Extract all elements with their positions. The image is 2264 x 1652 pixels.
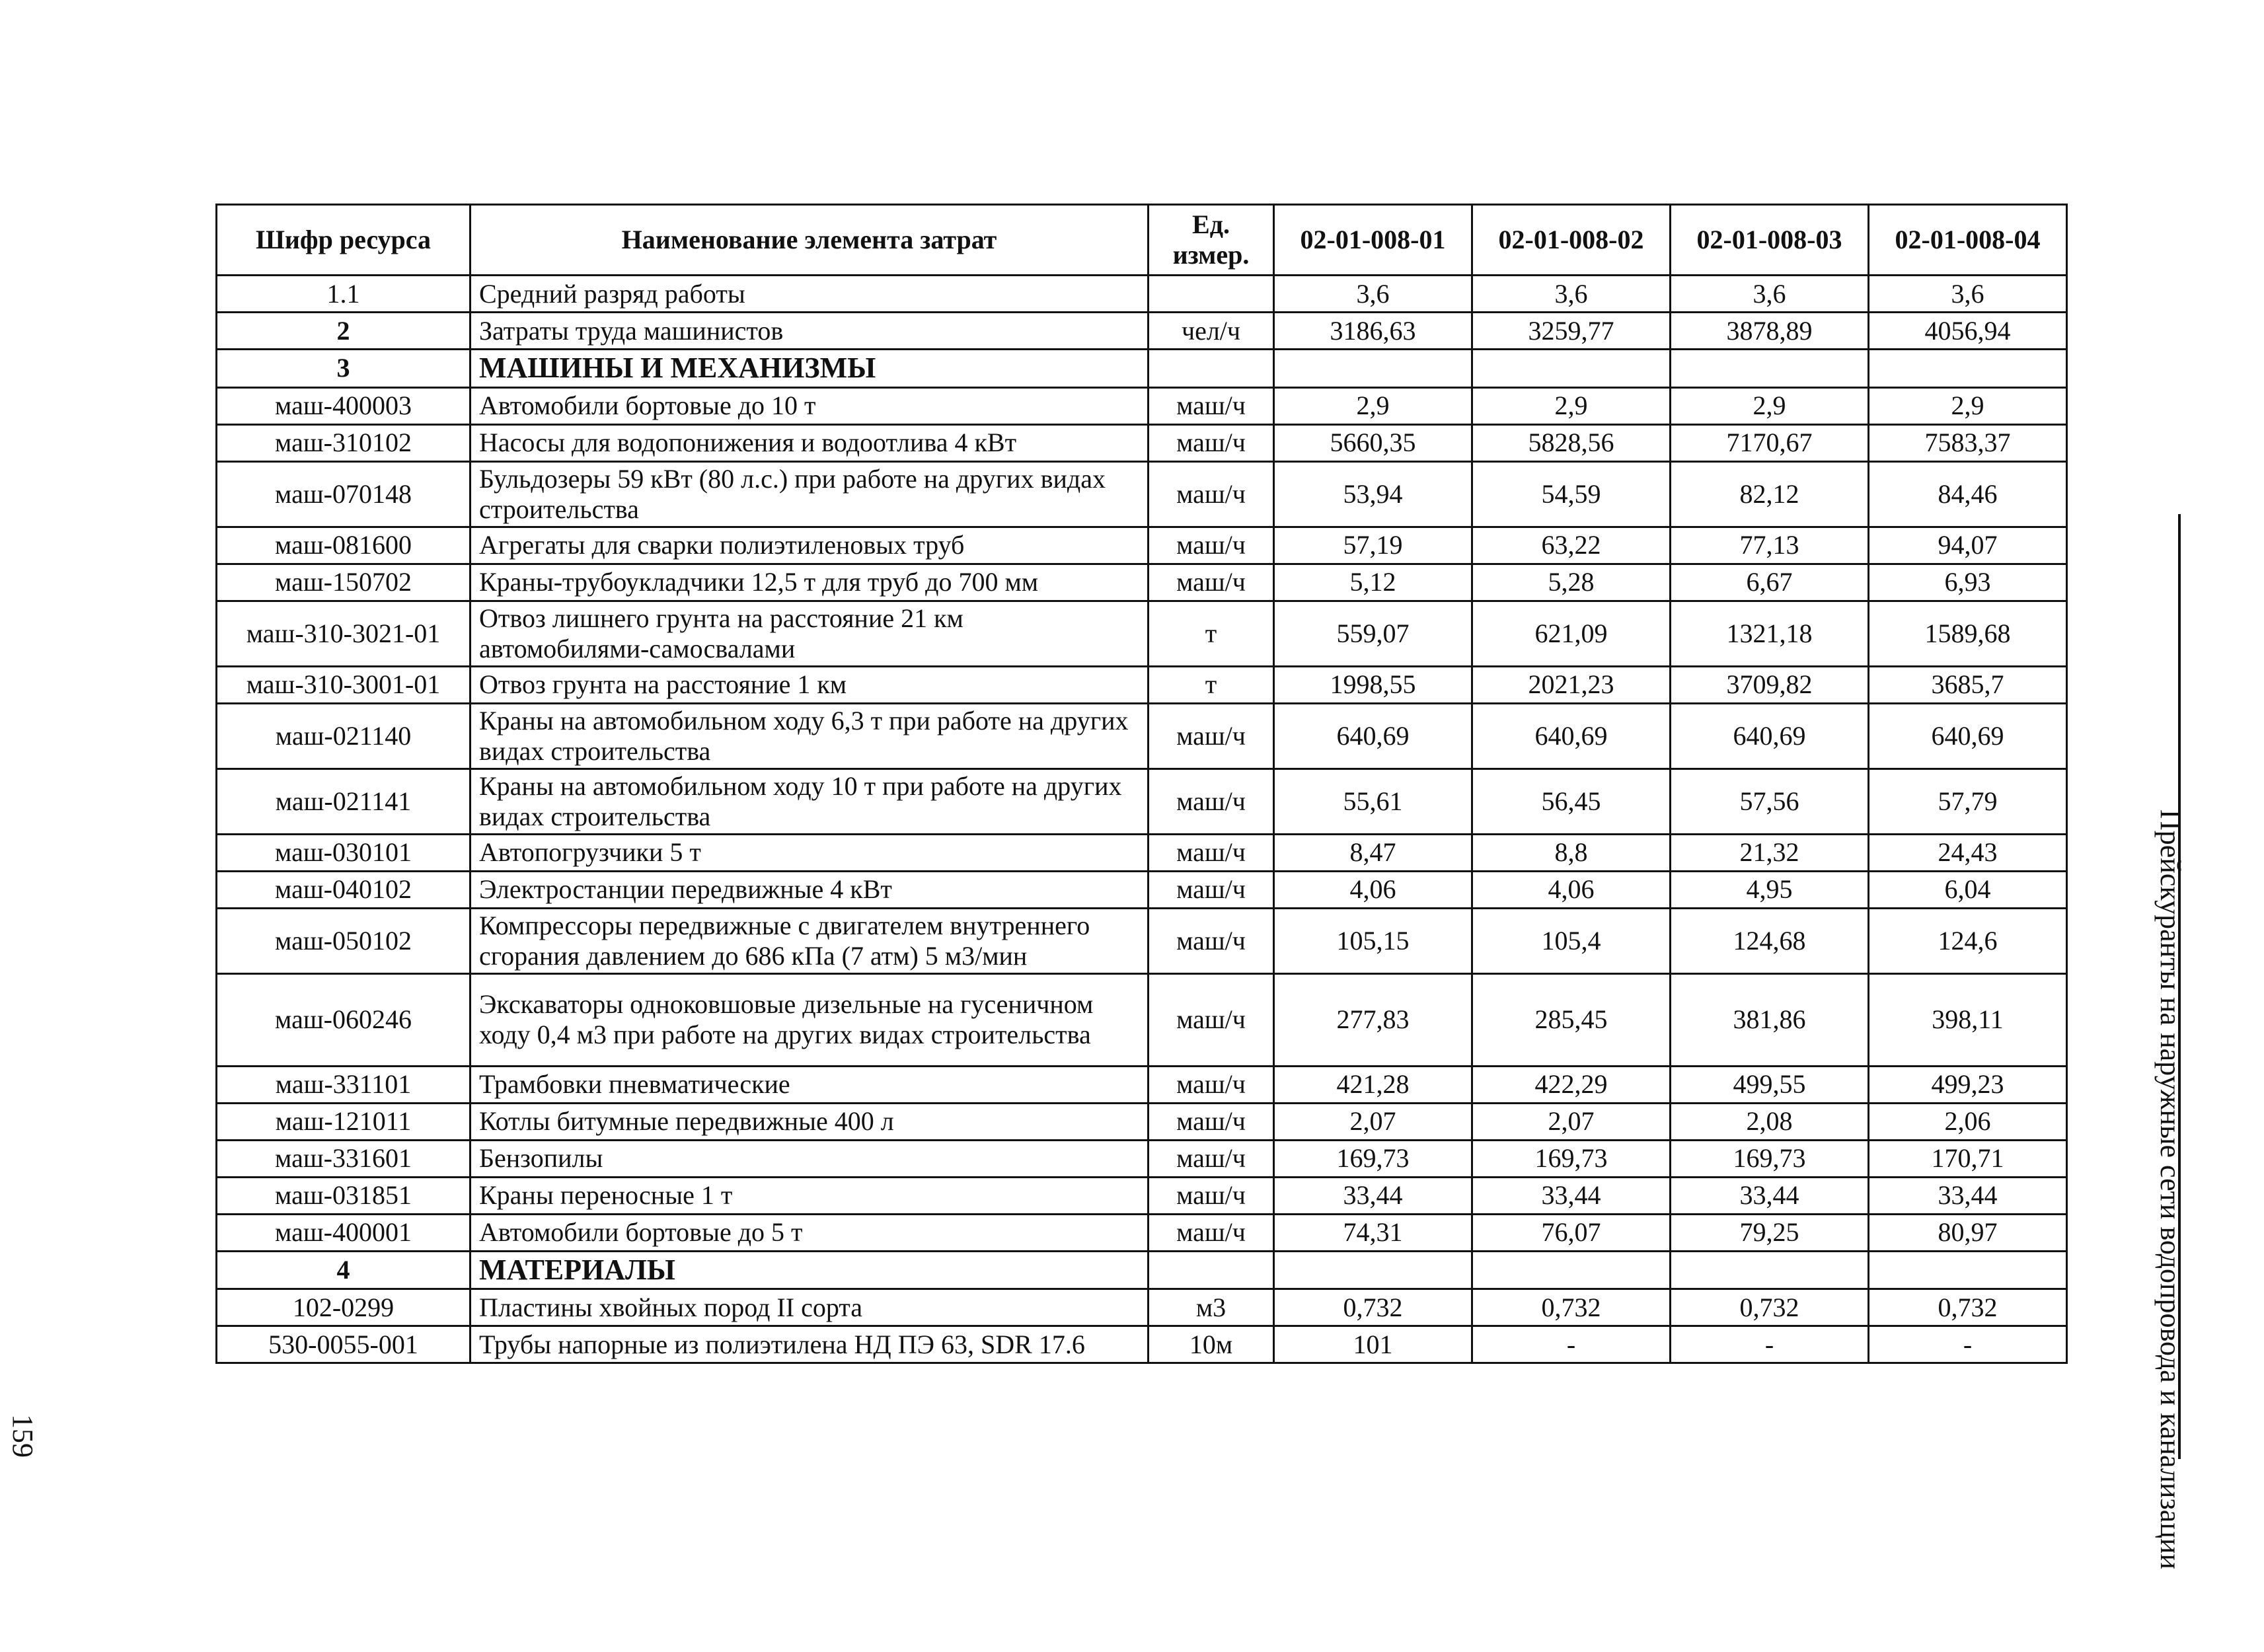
cost-element-name-cell: Агрегаты для сварки полиэтиленовых труб — [471, 527, 1149, 564]
value-cell: 4,06 — [1274, 871, 1472, 908]
value-cell: 24,43 — [1869, 834, 2067, 871]
cost-element-name-cell: Пластины хвойных пород II сорта — [471, 1289, 1149, 1326]
value-cell: 2,9 — [1472, 387, 1671, 424]
value-cell: 53,94 — [1274, 461, 1472, 527]
unit-cell: маш/ч — [1149, 1103, 1274, 1140]
value-cell: 621,09 — [1472, 601, 1671, 666]
cost-element-name-cell: Трубы напорные из полиэтилена НД ПЭ 63, SDR 17.6 — [471, 1326, 1149, 1363]
value-cell: 0,732 — [1869, 1289, 2067, 1326]
cost-element-name-cell: Автопогрузчики 5 т — [471, 834, 1149, 871]
table-row — [217, 908, 2067, 973]
value-cell: 77,13 — [1671, 527, 1869, 564]
value-cell: 499,23 — [1869, 1066, 2067, 1103]
resource-code-cell: маш-040102 — [217, 871, 471, 908]
value-cell: 6,93 — [1869, 564, 2067, 601]
value-cell: 285,45 — [1472, 973, 1671, 1066]
value-cell: - — [1671, 1326, 1869, 1363]
cost-table — [215, 204, 2068, 1364]
value-cell: 33,44 — [1869, 1177, 2067, 1214]
value-cell — [1671, 1251, 1869, 1289]
value-cell: 57,19 — [1274, 527, 1472, 564]
value-cell: 398,11 — [1869, 973, 2067, 1066]
page-number: 159 — [7, 1414, 39, 1458]
resource-code-cell: маш-310-3021-01 — [217, 601, 471, 666]
resource-code-cell: маш-030101 — [217, 834, 471, 871]
resource-code-cell: маш-021141 — [217, 769, 471, 834]
value-cell: 2,08 — [1671, 1103, 1869, 1140]
cost-element-name-cell: Краны-трубоукладчики 12,5 т для труб до 700 мм — [471, 564, 1149, 601]
value-cell: 57,79 — [1869, 769, 2067, 834]
cost-element-name-cell: Краны переносные 1 т — [471, 1177, 1149, 1214]
table-row — [217, 1103, 2067, 1140]
value-cell: 2,9 — [1671, 387, 1869, 424]
unit-cell: маш/ч — [1149, 1214, 1274, 1251]
table-row — [217, 461, 2067, 527]
resource-code-cell: маш-060246 — [217, 973, 471, 1066]
unit-cell: м3 — [1149, 1289, 1274, 1326]
value-cell — [1671, 350, 1869, 388]
value-cell: 7170,67 — [1671, 424, 1869, 461]
value-cell: 3,6 — [1671, 276, 1869, 313]
table-row — [217, 1177, 2067, 1214]
value-cell: 7583,37 — [1869, 424, 2067, 461]
resource-code-cell: маш-050102 — [217, 908, 471, 973]
value-cell: 6,04 — [1869, 871, 2067, 908]
unit-cell: маш/ч — [1149, 527, 1274, 564]
value-cell: 80,97 — [1869, 1214, 2067, 1251]
value-cell: 101 — [1274, 1326, 1472, 1363]
value-cell — [1472, 350, 1671, 388]
unit-cell: маш/ч — [1149, 769, 1274, 834]
resource-code-cell: маш-400003 — [217, 387, 471, 424]
value-cell: 33,44 — [1472, 1177, 1671, 1214]
value-cell: 79,25 — [1671, 1214, 1869, 1251]
value-cell: 5,28 — [1472, 564, 1671, 601]
cost-element-name-cell: Краны на автомобильном ходу 10 т при работе на других видах строительства — [471, 769, 1149, 834]
value-cell: 33,44 — [1671, 1177, 1869, 1214]
unit-cell: т — [1149, 666, 1274, 703]
table-row — [217, 424, 2067, 461]
value-cell: 105,4 — [1472, 908, 1671, 973]
table-row — [217, 564, 2067, 601]
cost-element-name-cell: Котлы битумные передвижные 400 л — [471, 1103, 1149, 1140]
value-cell: 3685,7 — [1869, 666, 2067, 703]
value-cell — [1274, 1251, 1472, 1289]
cost-element-name-cell: Краны на автомобильном ходу 6,3 т при работе на других видах строительства — [471, 703, 1149, 769]
cost-element-name-cell: Автомобили бортовые до 5 т — [471, 1214, 1149, 1251]
value-cell: 640,69 — [1274, 703, 1472, 769]
value-cell: 3,6 — [1274, 276, 1472, 313]
value-cell: 55,61 — [1274, 769, 1472, 834]
value-cell: 1589,68 — [1869, 601, 2067, 666]
cost-element-name-cell: Электростанции передвижные 4 кВт — [471, 871, 1149, 908]
table-row — [217, 703, 2067, 769]
value-cell: 8,47 — [1274, 834, 1472, 871]
header-unit: Ед. измер. — [1149, 205, 1274, 276]
resource-code-cell: маш-310102 — [217, 424, 471, 461]
value-cell: 170,71 — [1869, 1140, 2067, 1177]
table-row — [217, 527, 2067, 564]
table-row — [217, 1140, 2067, 1177]
resource-code-cell: 3 — [217, 350, 471, 388]
value-cell: 4,06 — [1472, 871, 1671, 908]
value-cell: 3709,82 — [1671, 666, 1869, 703]
value-cell: 5,12 — [1274, 564, 1472, 601]
value-cell: 94,07 — [1869, 527, 2067, 564]
value-cell: 74,31 — [1274, 1214, 1472, 1251]
value-cell: 6,67 — [1671, 564, 1869, 601]
unit-cell: маш/ч — [1149, 424, 1274, 461]
resource-code-cell: 530-0055-001 — [217, 1326, 471, 1363]
unit-cell: маш/ч — [1149, 387, 1274, 424]
cost-element-name-cell: Отвоз лишнего грунта на расстояние 21 км автомобилями-самосвалами — [471, 601, 1149, 666]
value-cell: 124,6 — [1869, 908, 2067, 973]
value-cell: 4,95 — [1671, 871, 1869, 908]
unit-cell: 10м — [1149, 1326, 1274, 1363]
unit-cell: маш/ч — [1149, 834, 1274, 871]
value-cell: 499,55 — [1671, 1066, 1869, 1103]
header-col-1: 02-01-008-01 — [1274, 205, 1472, 276]
table-row — [217, 973, 2067, 1066]
value-cell: 56,45 — [1472, 769, 1671, 834]
unit-cell: маш/ч — [1149, 1140, 1274, 1177]
table-row — [217, 387, 2067, 424]
unit-cell: маш/ч — [1149, 461, 1274, 527]
value-cell: 422,29 — [1472, 1066, 1671, 1103]
value-cell — [1472, 1251, 1671, 1289]
table-row — [217, 1066, 2067, 1103]
value-cell: 640,69 — [1472, 703, 1671, 769]
table-row — [217, 666, 2067, 703]
cost-element-name-cell: Автомобили бортовые до 10 т — [471, 387, 1149, 424]
value-cell: 124,68 — [1671, 908, 1869, 973]
value-cell: 82,12 — [1671, 461, 1869, 527]
value-cell: 381,86 — [1671, 973, 1869, 1066]
resource-code-cell: маш-400001 — [217, 1214, 471, 1251]
cost-element-name-cell: Бензопилы — [471, 1140, 1149, 1177]
side-title: Прейскуранты на наружные сети водопровода и канализации — [2154, 809, 2187, 1569]
value-cell: 2021,23 — [1472, 666, 1671, 703]
value-cell: 169,73 — [1671, 1140, 1869, 1177]
cost-element-name-cell: Средний разряд работы — [471, 276, 1149, 313]
cost-element-name-cell: Отвоз грунта на расстояние 1 км — [471, 666, 1149, 703]
value-cell — [1869, 350, 2067, 388]
unit-cell: маш/ч — [1149, 703, 1274, 769]
value-cell: 3878,89 — [1671, 313, 1869, 350]
value-cell: 8,8 — [1472, 834, 1671, 871]
value-cell: 640,69 — [1671, 703, 1869, 769]
value-cell: 559,07 — [1274, 601, 1472, 666]
table-row — [217, 276, 2067, 313]
value-cell: 105,15 — [1274, 908, 1472, 973]
table-row — [217, 834, 2067, 871]
unit-cell: маш/ч — [1149, 908, 1274, 973]
value-cell: 1321,18 — [1671, 601, 1869, 666]
table-row — [217, 601, 2067, 666]
value-cell: 2,07 — [1472, 1103, 1671, 1140]
header-code: Шифр ресурса — [217, 205, 471, 276]
unit-cell: маш/ч — [1149, 871, 1274, 908]
unit-cell — [1149, 276, 1274, 313]
unit-cell: чел/ч — [1149, 313, 1274, 350]
unit-cell: маш/ч — [1149, 973, 1274, 1066]
value-cell: 3,6 — [1472, 276, 1671, 313]
resource-code-cell: 2 — [217, 313, 471, 350]
unit-cell: т — [1149, 601, 1274, 666]
header-col-3: 02-01-008-03 — [1671, 205, 1869, 276]
resource-code-cell: маш-021140 — [217, 703, 471, 769]
value-cell: 57,56 — [1671, 769, 1869, 834]
table-body — [217, 276, 2067, 1363]
value-cell: 2,06 — [1869, 1103, 2067, 1140]
value-cell: 4056,94 — [1869, 313, 2067, 350]
unit-cell: маш/ч — [1149, 564, 1274, 601]
cost-element-name-cell: Затраты труда машинистов — [471, 313, 1149, 350]
header-col-2: 02-01-008-02 — [1472, 205, 1671, 276]
unit-cell — [1149, 1251, 1274, 1289]
value-cell — [1274, 350, 1472, 388]
header-name: Наименование элемента затрат — [471, 205, 1149, 276]
resource-code-cell: маш-331101 — [217, 1066, 471, 1103]
cost-element-name-cell: Компрессоры передвижные с двигателем внутреннего сгорания давлением до 686 кПа (7 атм) 5 м3/мин — [471, 908, 1149, 973]
value-cell: 421,28 — [1274, 1066, 1472, 1103]
value-cell — [1869, 1251, 2067, 1289]
resource-code-cell: маш-331601 — [217, 1140, 471, 1177]
value-cell: - — [1869, 1326, 2067, 1363]
unit-cell — [1149, 350, 1274, 388]
resource-code-cell: маш-310-3001-01 — [217, 666, 471, 703]
table-row — [217, 1326, 2067, 1363]
value-cell: 2,9 — [1274, 387, 1472, 424]
value-cell: 3,6 — [1869, 276, 2067, 313]
table-row — [217, 313, 2067, 350]
value-cell: 2,07 — [1274, 1103, 1472, 1140]
resource-code-cell: 102-0299 — [217, 1289, 471, 1326]
value-cell: 21,32 — [1671, 834, 1869, 871]
value-cell: 169,73 — [1274, 1140, 1472, 1177]
cost-element-name-cell: Бульдозеры 59 кВт (80 л.с.) при работе на других видах строительства — [471, 461, 1149, 527]
table-row — [217, 350, 2067, 388]
value-cell: 5828,56 — [1472, 424, 1671, 461]
resource-code-cell: маш-150702 — [217, 564, 471, 601]
value-cell: 0,732 — [1472, 1289, 1671, 1326]
value-cell: 0,732 — [1671, 1289, 1869, 1326]
unit-cell: маш/ч — [1149, 1177, 1274, 1214]
resource-code-cell: маш-121011 — [217, 1103, 471, 1140]
value-cell: 0,732 — [1274, 1289, 1472, 1326]
value-cell: 169,73 — [1472, 1140, 1671, 1177]
table-header-row — [217, 205, 2067, 276]
value-cell: 76,07 — [1472, 1214, 1671, 1251]
header-col-4: 02-01-008-04 — [1869, 205, 2067, 276]
table-row — [217, 1251, 2067, 1289]
value-cell: 640,69 — [1869, 703, 2067, 769]
value-cell: 84,46 — [1869, 461, 2067, 527]
resource-code-cell: маш-070148 — [217, 461, 471, 527]
value-cell: 63,22 — [1472, 527, 1671, 564]
resource-code-cell: 1.1 — [217, 276, 471, 313]
table-row — [217, 871, 2067, 908]
unit-cell: маш/ч — [1149, 1066, 1274, 1103]
cost-element-name-cell: МАТЕРИАЛЫ — [471, 1251, 1149, 1289]
value-cell: 5660,35 — [1274, 424, 1472, 461]
value-cell: 54,59 — [1472, 461, 1671, 527]
table-row — [217, 769, 2067, 834]
cost-element-name-cell: Трамбовки пневматические — [471, 1066, 1149, 1103]
value-cell: 2,9 — [1869, 387, 2067, 424]
value-cell: 3259,77 — [1472, 313, 1671, 350]
resource-code-cell: маш-081600 — [217, 527, 471, 564]
value-cell: 1998,55 — [1274, 666, 1472, 703]
table-row — [217, 1214, 2067, 1251]
table-row — [217, 1289, 2067, 1326]
value-cell: 3186,63 — [1274, 313, 1472, 350]
resource-code-cell: маш-031851 — [217, 1177, 471, 1214]
cost-element-name-cell: МАШИНЫ И МЕХАНИЗМЫ — [471, 350, 1149, 388]
cost-element-name-cell: Экскаваторы одноковшовые дизельные на гусеничном ходу 0,4 м3 при работе на других видах строительства — [471, 973, 1149, 1066]
resource-code-cell: 4 — [217, 1251, 471, 1289]
cost-element-name-cell: Насосы для водопонижения и водоотлива 4 кВт — [471, 424, 1149, 461]
value-cell: 33,44 — [1274, 1177, 1472, 1214]
value-cell: 277,83 — [1274, 973, 1472, 1066]
value-cell: - — [1472, 1326, 1671, 1363]
